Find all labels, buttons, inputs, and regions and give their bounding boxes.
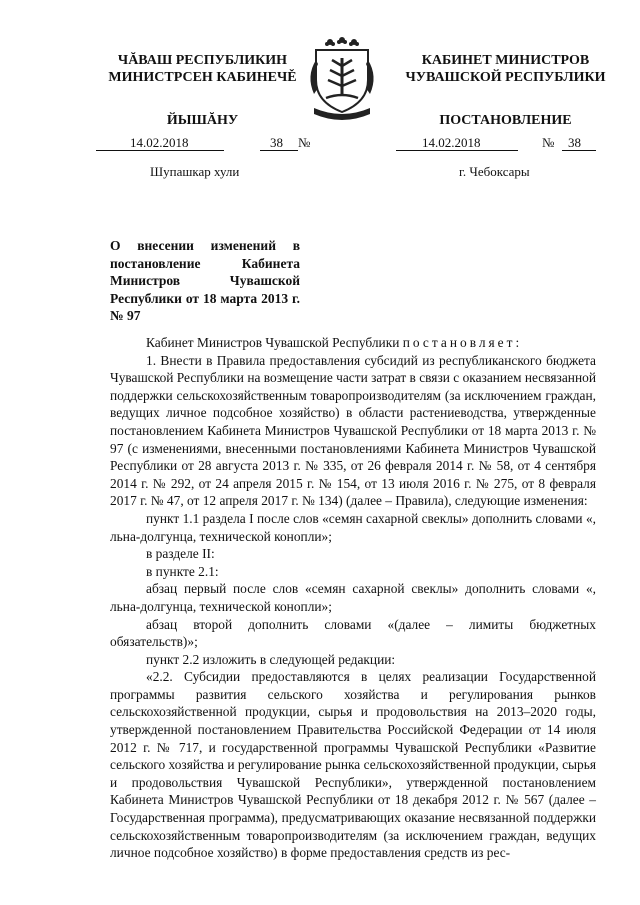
header-left: [100, 52, 305, 129]
place-right: г. Чебоксары: [459, 164, 530, 179]
place-left: Шупашкар хули: [150, 164, 240, 179]
registration-left: [96, 135, 316, 153]
document-title: О внесении изменений в постановление Кабинета Министров Чувашской Республики от 18 марта 2013 г. № 97: [110, 238, 300, 323]
body-paragraph: абзац второй дополнить словами «(далее – лимиты бюджетных обязательств)»;: [110, 616, 596, 650]
registration-right-number: 38: [568, 135, 581, 150]
header-right-line2: ЧУВАШСКОЙ РЕСПУБЛИКИ: [405, 70, 606, 85]
coat-of-arms-emblem: [304, 36, 380, 120]
header-right-line1: КАБИНЕТ МИНИСТРОВ: [421, 53, 590, 68]
intro-verb: постановляет:: [402, 335, 523, 350]
body-paragraph: пункт 1.1 раздела I после слов «семян сахарной свеклы» дополнить словами «, льна-долгунца, технической конопли»;: [110, 510, 596, 544]
registration-right: [396, 135, 606, 153]
header-right-doctype: ПОСТАНОВЛЕНИЕ: [439, 113, 572, 128]
registration-right-date: 14.02.2018: [422, 135, 481, 150]
body-paragraph: 1. Внести в Правила предоставления субсидий из республиканского бюджета Чувашской Республики на возмещение части затрат в связи с оказанием несвязанной поддержки сельскохозяйственным товаропроизводителям (за исключением граждан, ведущих личное подсобное хозяйство) в области растениеводства, утвержденные постановлением Кабинета Министров Чувашской Республики от 18 марта 2013 г. № 97 (с изменениями, внесенными постановлениями Кабинета Министров Чувашской Республики от 28 августа 2013 г. № 335, от 26 февраля 2014 г. № 58, от 4 сентября 2014 г. № 292, от 24 апреля 2015 г. № 154, от 13 июля 2016 г. № 275, от 8 февраля 2017 г. № 47, от 12 апреля 2017 г. № 134) (далее – Правила), следующие изменения:: [110, 352, 596, 509]
intro-lead: Кабинет Министров Чувашской Республики: [146, 335, 400, 350]
header-right: [398, 52, 613, 129]
body-paragraph: абзац первый после слов «семян сахарной свеклы» дополнить словами «, льна-долгунца, технической конопли»;: [110, 581, 596, 614]
header-left-doctype: ЙЫШĂНУ: [166, 113, 239, 128]
header-left-line2: МИНИСТРСЕН КАБИНЕЧĚ: [108, 70, 297, 85]
body-paragraph: пункт 2.2 изложить в следующей редакции:: [146, 651, 396, 667]
intro-paragraph: [110, 334, 596, 352]
registration-left-number: 38: [270, 135, 283, 150]
registration-left-no-sign: №: [298, 135, 311, 150]
registration-right-no-sign: №: [542, 135, 555, 150]
registration-left-date: 14.02.2018: [130, 135, 189, 150]
body-paragraph: «2.2. Субсидии предоставляются в целях реализации Государственной программы развития сельского хозяйства и регулирования рынков сельскохозяйственной продукции, сырья и продовольствия на 2013–2020 годы, утвержденной постановлением Правительства Российской Федерации от 14 июля 2012 г. № 717, и государственной программы Чувашской Республики «Развитие сельского хозяйства и регулирование рынка сельскохозяйственной продукции, сырья и продовольствия Чувашской Республики», утвержденной постановлением Кабинета Министров Чувашской Республики от 18 декабря 2012 г. № 567 (далее – Государственная программа), предусматривающих оказание несвязанной поддержки сельскохозяйственным товаропроизводителям (за исключением граждан, ведущих личное подсобное хозяйство) в форме предоставления средств из рес-: [110, 669, 596, 861]
header-left-line1: ЧĂВАШ РЕСПУБЛИКИН: [117, 53, 288, 68]
body-paragraph: в разделе II:: [146, 546, 215, 562]
body-paragraph: в пункте 2.1:: [146, 563, 219, 579]
document-body: [110, 334, 596, 862]
